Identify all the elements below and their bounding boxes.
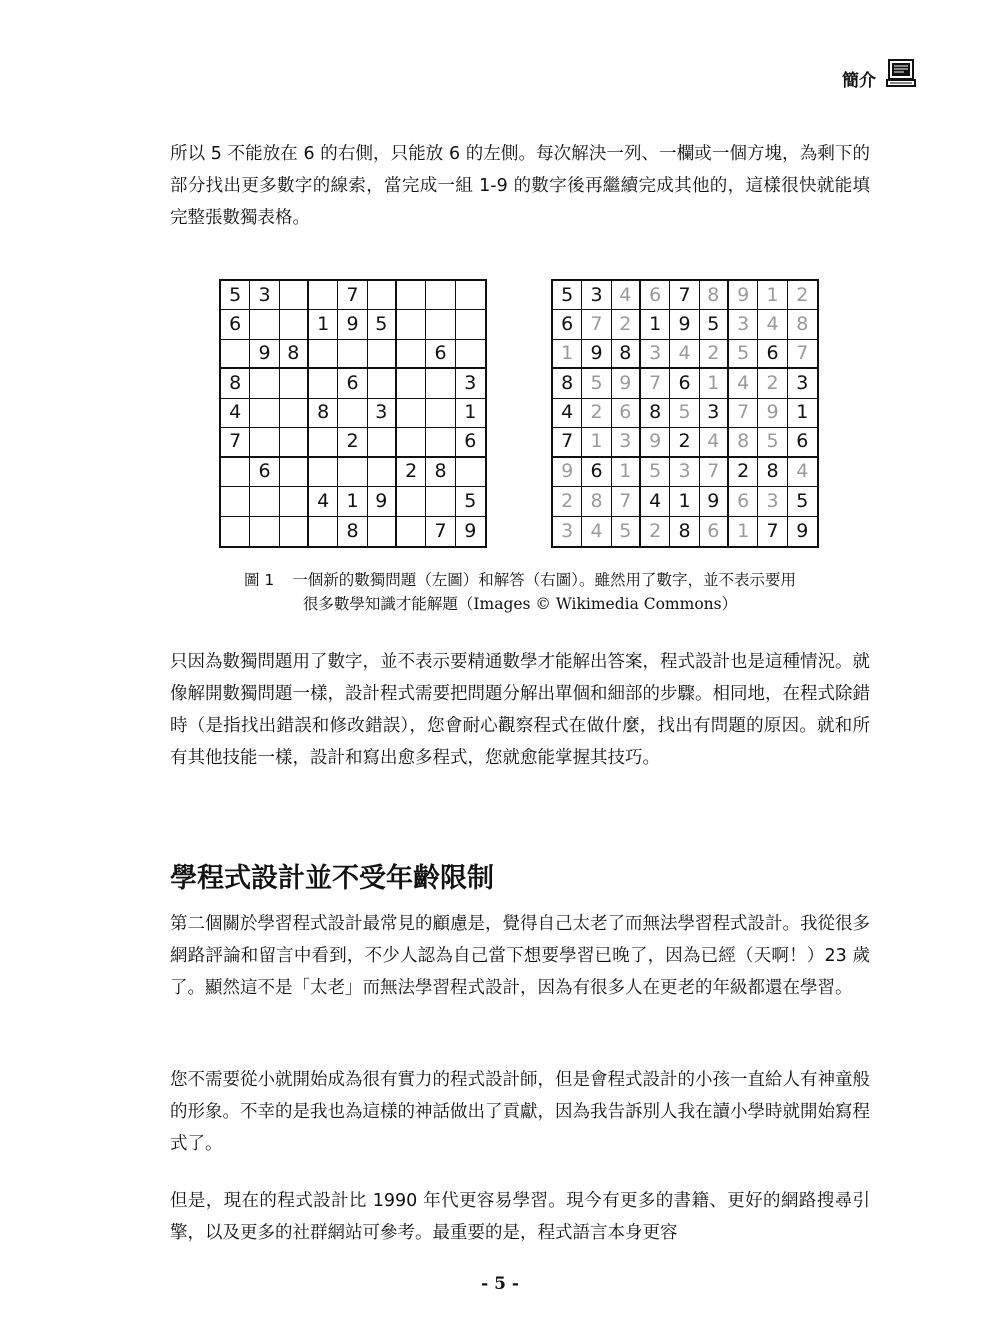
solution-cell: 6 — [582, 458, 611, 487]
solution-cell: 2 — [582, 399, 611, 428]
solution-cell: 7 — [758, 517, 787, 546]
puzzle-cell — [368, 517, 397, 546]
puzzle-cell — [309, 517, 338, 546]
solution-cell: 3 — [758, 487, 787, 516]
solution-cell: 8 — [700, 281, 729, 310]
puzzle-cell: 9 — [464, 519, 477, 542]
puzzle-cell — [426, 399, 455, 428]
solution-cell: 2 — [700, 340, 729, 369]
puzzle-cell — [397, 428, 426, 457]
solution-cell: 7 — [612, 487, 641, 516]
solution-cell: 9 — [553, 458, 582, 487]
solution-cell: 3 — [553, 517, 582, 546]
image-credit: Images © Wikimedia Commons — [473, 595, 722, 613]
solution-cell: 1 — [758, 281, 787, 310]
solution-cell: 3 — [612, 428, 641, 457]
puzzle-cell — [456, 340, 485, 369]
solution-cell: 9 — [796, 519, 809, 542]
puzzle-cell — [456, 281, 485, 310]
solution-cell: 2 — [670, 428, 699, 457]
solution-cell: 5 — [729, 340, 758, 369]
puzzle-cell: 8 — [338, 517, 367, 546]
solution-cell: 8 — [641, 399, 670, 428]
running-header-title: 簡介 — [842, 71, 876, 91]
puzzle-cell: 9 — [250, 340, 279, 369]
puzzle-cell — [397, 399, 426, 428]
puzzle-cell — [250, 310, 279, 339]
solution-cell: 8 — [582, 487, 611, 516]
solution-cell: 4 — [670, 340, 699, 369]
solution-cell: 2 — [729, 458, 758, 487]
solution-cell: 2 — [788, 281, 817, 310]
puzzle-cell: 3 — [368, 399, 397, 428]
puzzle-cell — [456, 310, 485, 339]
puzzle-cell: 5 — [368, 310, 397, 339]
solution-cell: 5 — [612, 517, 641, 546]
solution-cell: 3 — [582, 281, 611, 310]
puzzle-cell — [426, 428, 455, 457]
solution-cell: 9 — [670, 310, 699, 339]
puzzle-cell — [309, 428, 338, 457]
solution-cell: 5 — [641, 458, 670, 487]
solution-cell: 6 — [758, 340, 787, 369]
solution-cell: 9 — [729, 281, 758, 310]
caption-text-2: 很多數學知識才能解題（ — [302, 595, 474, 613]
puzzle-cell — [426, 487, 455, 516]
puzzle-cell — [397, 487, 426, 516]
body-paragraph-age: 第二個關於學習程式設計最常見的顧慮是，覺得自己太老了而無法學習程式設計。我從很多網路評論和留言中看到，不少人認為自己當下想要學習已晚了，因為已經（天啊！）23 歲了。顯然這不是「太老」而無法學習程式設計，因為有很多人在更老的年級都還在學習。 — [170, 914, 870, 998]
solution-cell: 8 — [788, 310, 817, 339]
solution-cell: 4 — [553, 399, 582, 428]
solution-cell: 1 — [670, 487, 699, 516]
solution-cell: 4 — [582, 517, 611, 546]
puzzle-cell — [309, 340, 338, 369]
solution-cell: 7 — [788, 340, 817, 369]
puzzle-cell: 1 — [456, 399, 485, 428]
puzzle-cell — [309, 458, 338, 487]
solution-cell: 2 — [612, 310, 641, 339]
solution-cell: 7 — [641, 369, 670, 398]
puzzle-cell: 7 — [426, 517, 455, 546]
caption-line-2 — [140, 592, 900, 616]
caption-text-1: 一個新的數獨問題（左圖）和解答（右圖）。雖然用了數字，並不表示要用 — [292, 571, 797, 589]
puzzle-cell: 8 — [280, 340, 309, 369]
puzzle-cell — [250, 487, 279, 516]
puzzle-cell: 8 — [309, 399, 338, 428]
solution-cell: 4 — [641, 487, 670, 516]
solution-cell: 8 — [758, 458, 787, 487]
puzzle-cell: 6 — [250, 458, 279, 487]
solution-cell: 1 — [700, 369, 729, 398]
puzzle-cell: 6 — [426, 340, 455, 369]
puzzle-cell — [280, 310, 309, 339]
solution-cell: 4 — [700, 428, 729, 457]
solution-cell: 9 — [612, 369, 641, 398]
solution-cell: 9 — [758, 399, 787, 428]
puzzle-cell: 3 — [456, 369, 485, 398]
solution-cell: 3 — [788, 369, 817, 398]
body-paragraph-prodigy: 您不需要從小就開始成為很有實力的程式設計師，但是會程式設計的小孩一直給人有神童般的形象。不幸的是我也為這樣的神話做出了貢獻，因為我告訴別人我在讀小學時就開始寫程式了。 — [170, 1070, 870, 1154]
figure-caption — [140, 568, 900, 616]
puzzle-cell — [280, 487, 309, 516]
puzzle-cell: 1 — [338, 487, 367, 516]
solution-cell: 1 — [582, 428, 611, 457]
solution-cell: 1 — [612, 458, 641, 487]
solution-cell: 3 — [729, 310, 758, 339]
figure-label: 圖 1 — [243, 571, 275, 589]
puzzle-cell — [368, 340, 397, 369]
puzzle-cell — [309, 281, 338, 310]
solution-cell: 5 — [582, 369, 611, 398]
puzzle-cell — [368, 281, 397, 310]
caption-end: ） — [721, 595, 738, 613]
puzzle-cell — [426, 369, 455, 398]
solution-cell: 2 — [641, 517, 670, 546]
solution-cell: 3 — [641, 340, 670, 369]
solution-cell: 6 — [612, 399, 641, 428]
puzzle-cell — [309, 369, 338, 398]
puzzle-cell — [221, 340, 250, 369]
puzzle-cell: 5 — [221, 281, 250, 310]
puzzle-cell — [397, 281, 426, 310]
puzzle-cell: 7 — [338, 281, 367, 310]
puzzle-cell — [221, 458, 250, 487]
puzzle-cell — [221, 517, 250, 546]
puzzle-cell — [250, 369, 279, 398]
solution-cell: 5 — [758, 428, 787, 457]
puzzle-cell — [426, 310, 455, 339]
puzzle-cell: 9 — [368, 487, 397, 516]
puzzle-cell: 8 — [426, 458, 455, 487]
solution-cell: 7 — [700, 458, 729, 487]
puzzle-cell: 6 — [456, 428, 485, 457]
solution-cell: 4 — [758, 310, 787, 339]
solution-cell: 7 — [729, 399, 758, 428]
puzzle-cell — [397, 310, 426, 339]
solution-cell: 4 — [729, 369, 758, 398]
puzzle-cell — [280, 399, 309, 428]
puzzle-cell — [338, 340, 367, 369]
solution-cell: 7 — [670, 281, 699, 310]
body-paragraph-easier: 但是，現在的程式設計比 1990 年代更容易學習。現今有更多的書籍、更好的網路搜尋引擎，以及更多的社群網站可參考。最重要的是，程式語言本身更容 — [170, 1191, 870, 1243]
puzzle-cell — [250, 517, 279, 546]
solution-cell: 8 — [670, 517, 699, 546]
sudoku-solution-grid — [551, 279, 819, 548]
solution-cell: 6 — [670, 369, 699, 398]
puzzle-cell: 1 — [309, 310, 338, 339]
puzzle-cell: 2 — [397, 458, 426, 487]
puzzle-cell: 2 — [338, 428, 367, 457]
puzzle-cell: 5 — [456, 487, 485, 516]
section-heading: 學程式設計並不受年齡限制 — [170, 863, 494, 894]
monitor-icon — [886, 58, 916, 88]
puzzle-cell: 7 — [221, 428, 250, 457]
puzzle-cell — [280, 281, 309, 310]
puzzle-cell — [221, 487, 250, 516]
puzzle-cell — [250, 428, 279, 457]
intro-paragraph: 所以 5 不能放在 6 的右側，只能放 6 的左側。每次解決一列、一欄或一個方塊，為剩下的部分找出更多數字的線索，當完成一組 1-9 的數字後再繼續完成其他的，這樣很快就能填完整張數獨表格。 — [170, 144, 870, 228]
puzzle-cell — [280, 517, 309, 546]
puzzle-cell — [397, 340, 426, 369]
body-paragraph-numbers: 只因為數獨問題用了數字，並不表示要精通數學才能解出答案，程式設計也是這種情況。就像解開數獨問題一樣，設計程式需要把問題分解出單個和細部的步驟。相同地，在程式除錯時（是指找出錯誤和修改錯誤），您會耐心觀察程式在做什麼，找出有問題的原因。就和所有其他技能一樣，設計和寫出愈多程式，您就愈能掌握其技巧。 — [170, 652, 870, 768]
solution-cell: 1 — [553, 340, 582, 369]
solution-cell: 3 — [670, 458, 699, 487]
puzzle-cell — [280, 458, 309, 487]
puzzle-cell — [338, 399, 367, 428]
sudoku-puzzle-grid — [219, 279, 487, 548]
solution-cell: 8 — [612, 340, 641, 369]
solution-cell: 6 — [700, 517, 729, 546]
puzzle-cell — [426, 281, 455, 310]
page-number: - 5 - — [481, 1274, 519, 1294]
solution-cell: 3 — [700, 399, 729, 428]
solution-cell: 8 — [553, 369, 582, 398]
solution-cell: 1 — [788, 399, 817, 428]
solution-cell: 6 — [729, 487, 758, 516]
puzzle-cell — [338, 458, 367, 487]
puzzle-cell: 4 — [309, 487, 338, 516]
puzzle-cell — [280, 369, 309, 398]
solution-cell: 8 — [729, 428, 758, 457]
puzzle-cell: 8 — [221, 369, 250, 398]
solution-cell: 1 — [641, 310, 670, 339]
puzzle-cell: 4 — [221, 399, 250, 428]
puzzle-cell — [456, 458, 485, 487]
solution-cell: 9 — [582, 340, 611, 369]
puzzle-cell — [250, 399, 279, 428]
puzzle-cell: 6 — [338, 369, 367, 398]
puzzle-cell: 3 — [250, 281, 279, 310]
solution-cell: 4 — [788, 458, 817, 487]
puzzle-cell — [280, 428, 309, 457]
puzzle-cell — [368, 369, 397, 398]
solution-cell: 5 — [788, 487, 817, 516]
caption-line-1 — [140, 568, 900, 592]
puzzle-cell — [397, 517, 426, 546]
solution-cell: 5 — [553, 281, 582, 310]
puzzle-cell — [368, 458, 397, 487]
solution-cell: 9 — [700, 487, 729, 516]
solution-cell: 9 — [641, 428, 670, 457]
puzzle-cell: 9 — [338, 310, 367, 339]
solution-cell: 2 — [553, 487, 582, 516]
solution-cell: 6 — [553, 310, 582, 339]
solution-cell: 2 — [758, 369, 787, 398]
solution-cell: 6 — [788, 428, 817, 457]
solution-cell: 7 — [582, 310, 611, 339]
solution-cell: 5 — [670, 399, 699, 428]
puzzle-cell — [368, 428, 397, 457]
solution-cell: 1 — [729, 517, 758, 546]
puzzle-cell: 6 — [221, 310, 250, 339]
solution-cell: 6 — [641, 281, 670, 310]
solution-cell: 5 — [700, 310, 729, 339]
solution-cell: 7 — [553, 428, 582, 457]
solution-cell: 4 — [612, 281, 641, 310]
puzzle-cell — [397, 369, 426, 398]
